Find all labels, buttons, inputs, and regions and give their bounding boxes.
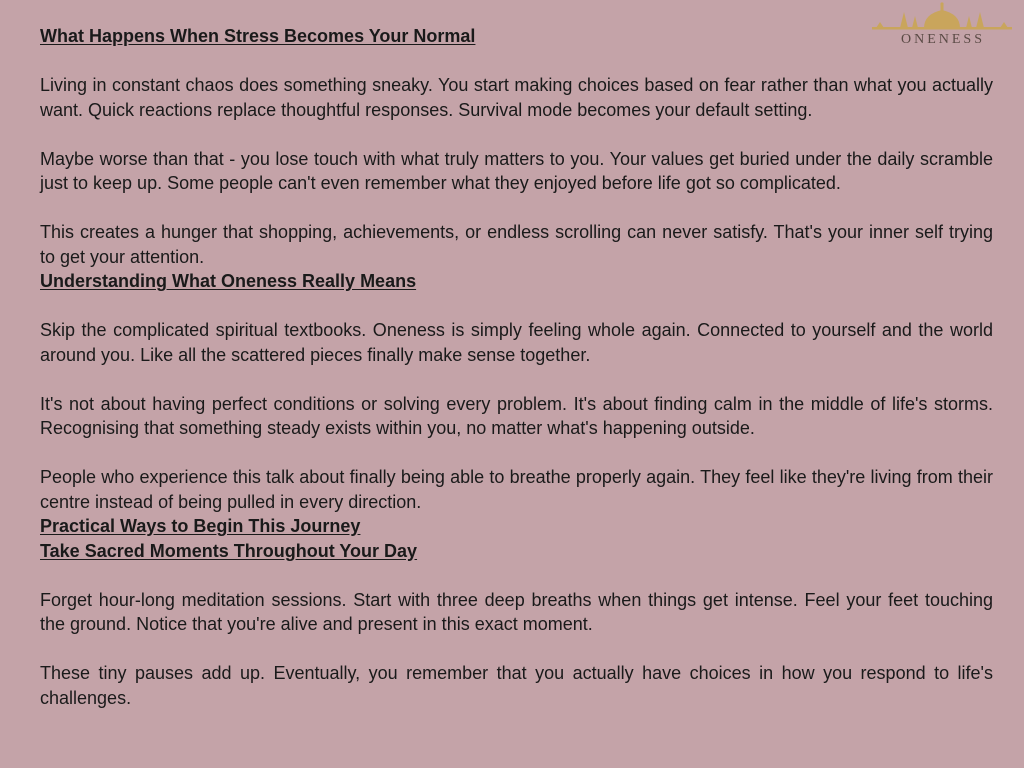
section-heading: What Happens When Stress Becomes Your Normal (40, 26, 476, 46)
section-heading: Understanding What Oneness Really Means (40, 271, 417, 291)
paragraph: It's not about having perfect conditions or solving every problem. It's about finding calm in the middle of life's storms. Recognising that something steady exists within you, no matter what's happening outside. (40, 393, 993, 438)
paragraph: People who experience this talk about finally being able to breathe properly again. They feel like they're living from their centre instead of being pulled in every direction. (40, 467, 993, 512)
article-body (40, 24, 993, 710)
spacer (40, 294, 993, 319)
paragraph: Skip the complicated spiritual textbooks. Oneness is simply feeling whole again. Connected to yourself and the world around you. Like all the scattered pieces finally make sense together. (40, 320, 993, 365)
spacer (40, 49, 993, 74)
spacer (40, 367, 993, 392)
spacer (40, 196, 993, 221)
section-heading: Practical Ways to Begin This Journey (40, 516, 361, 536)
paragraph: These tiny pauses add up. Eventually, you remember that you actually have choices in how you respond to life's challenges. (40, 663, 993, 708)
spacer (40, 637, 993, 662)
spacer (40, 122, 993, 147)
section-heading: Take Sacred Moments Throughout Your Day (40, 540, 418, 561)
paragraph: Maybe worse than that - you lose touch with what truly matters to you. Your values get buried under the daily scramble just to keep up. Some people can't even remember what they enjoyed before life got so complicated. (40, 148, 993, 193)
paragraph: Living in constant chaos does something sneaky. You start making choices based on fear rather than what you actually want. Quick reactions replace thoughtful responses. Survival mode becomes your default setting. (40, 75, 993, 120)
paragraph: This creates a hunger that shopping, achievements, or endless scrolling can never satisfy. That's your inner self trying to get your attention. (40, 222, 993, 267)
spacer (40, 441, 993, 466)
spacer (40, 563, 993, 588)
paragraph: Forget hour-long meditation sessions. Start with three deep breaths when things get intense. Feel your feet touching the ground. Notice that you're alive and present in this exact moment. (40, 589, 993, 634)
logo-text: ONENESS (900, 32, 985, 47)
